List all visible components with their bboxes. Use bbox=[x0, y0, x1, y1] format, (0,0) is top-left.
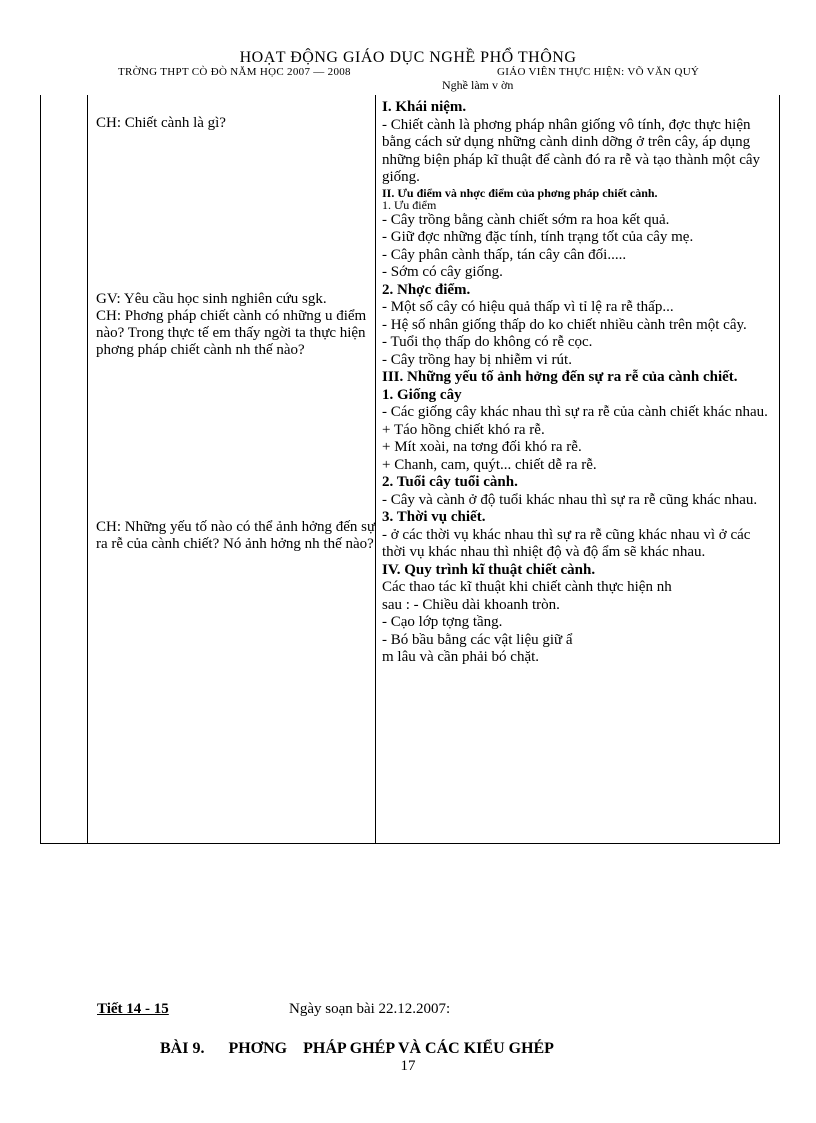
answer-line: 1. Giống cây bbox=[382, 386, 462, 403]
lesson-period bbox=[97, 1001, 169, 1018]
answer-line: Các thao tác kĩ thuật khi chiết cành thực hiện nh bbox=[382, 579, 672, 595]
answer-line: + Mít xoài, na tơng đối khó ra rễ. bbox=[382, 439, 582, 455]
answer-line: - ở các thời vụ khác nhau thì sự ra rễ cũng khác nhau vì ở các thời vụ khác nhau thì nhiệt độ và độ ẩm sẽ khác nhau. bbox=[382, 526, 751, 560]
answer-line: - Cây và cành ở độ tuổi khác nhau thì sự ra rễ cũng khác nhau. bbox=[382, 491, 758, 508]
prepare-date: Ngày soạn bài 22.12.2007: bbox=[289, 1001, 451, 1017]
question-2: GV: Yêu cầu học sinh nghiên cứu sgk. CH: Phơng pháp chiết cành có những u điểm nào? Trong thực tế em thấy ngời ta thực hiện phơng pháp chiết cành nh thế nào? bbox=[96, 291, 367, 358]
table-border-bottom bbox=[40, 843, 780, 844]
answer-line: - Các giống cây khác nhau thì sự ra rễ của cành chiết khác nhau. bbox=[382, 404, 768, 420]
header-teacher: GIÁO VIÊN THỰC HIỆN: VÕ VĂN QUÝ bbox=[497, 66, 700, 78]
answer-line: - Cạo lớp tợng tầng. bbox=[382, 614, 503, 630]
answer-line: - Cây trồng hay bị nhiễm vi rút. bbox=[382, 351, 572, 368]
table-divider-1 bbox=[87, 95, 88, 843]
table-border-left bbox=[40, 95, 41, 843]
answer-line: + Chanh, cam, quýt... chiết dễ ra rễ. bbox=[382, 456, 597, 473]
table-divider-2 bbox=[375, 95, 376, 843]
answer-line: - Tuổi thọ thấp do không có rễ cọc. bbox=[382, 334, 593, 350]
answer-line: - Cây phân cành thấp, tán cây cân đối..... bbox=[382, 246, 627, 263]
answer-line: I. Khái niệm. bbox=[382, 99, 467, 115]
answer-line: sau : - Chiều dài khoanh tròn. bbox=[382, 596, 560, 613]
lesson-title: BÀI 9. PHƠNG PHÁP GHÉP VÀ CÁC KIỂU GHÉP bbox=[160, 1040, 554, 1057]
answer-line: - Bó bầu bằng các vật liệu giữ ẩ bbox=[382, 631, 573, 648]
answer-line: - Chiết cành là phơng pháp nhân giống vô tính, đợc thực hiện bằng cách sử dụng những cành dinh dỡng ở trên cây, áp dụng những biện pháp kĩ thuật để cành đó ra rễ và tạo thành một cây giống. bbox=[382, 116, 761, 185]
answer-line: 1. Ưu điểm bbox=[382, 198, 437, 212]
answer-line: - Giữ đợc những đặc tính, tính trạng tốt của cây mẹ. bbox=[382, 229, 694, 245]
question-1: CH: Chiết cành là gì? bbox=[96, 115, 226, 131]
answer-line: II. Ưu điểm và nhợc điểm của phơng pháp chiết cành. bbox=[382, 185, 658, 200]
lesson-table bbox=[40, 95, 780, 844]
period-label: Tiết 14 - 15 bbox=[97, 1001, 169, 1017]
answer-line: III. Những yếu tố ảnh hởng đến sự ra rễ của cành chiết. bbox=[382, 369, 738, 385]
answer-line: - Sớm có cây giống. bbox=[382, 264, 503, 280]
answer-line: + Táo hồng chiết khó ra rễ. bbox=[382, 421, 545, 438]
question-3: CH: Những yếu tố nào có thể ảnh hởng đến sự ra rễ của cành chiết? Nó ảnh hởng nh thế nào? bbox=[96, 519, 376, 552]
header-subject: Nghề làm v ờn bbox=[442, 78, 514, 92]
page-number: 17 bbox=[400, 1058, 416, 1074]
header-title: HOẠT ĐỘNG GIÁO DỤC NGHỀ PHỔ THÔNG bbox=[239, 49, 577, 66]
answer-line: 3. Thời vụ chiết. bbox=[382, 509, 486, 525]
table-border-right bbox=[779, 95, 780, 843]
answer-line: 2. Nhợc điểm. bbox=[382, 281, 471, 298]
answer-line: - Cây trồng bằng cành chiết sớm ra hoa kết quả. bbox=[382, 211, 670, 228]
answer-line: IV. Quy trình kĩ thuật chiết cành. bbox=[382, 561, 596, 578]
answer-line: - Một số cây có hiệu quả thấp vì tỉ lệ ra rễ thấp... bbox=[382, 299, 674, 315]
answers-column bbox=[382, 99, 774, 667]
header-school-year: TRỜNG THPT CÒ ĐÒ NĂM HỌC 2007 — 2008 bbox=[118, 66, 351, 78]
answer-line: - Hệ số nhân giống thấp do ko chiết nhiều cành trên một cây. bbox=[382, 316, 747, 333]
answer-line: m lâu và cần phải bó chặt. bbox=[382, 649, 540, 665]
answer-line: 2. Tuổi cây tuổi cành. bbox=[382, 474, 518, 490]
